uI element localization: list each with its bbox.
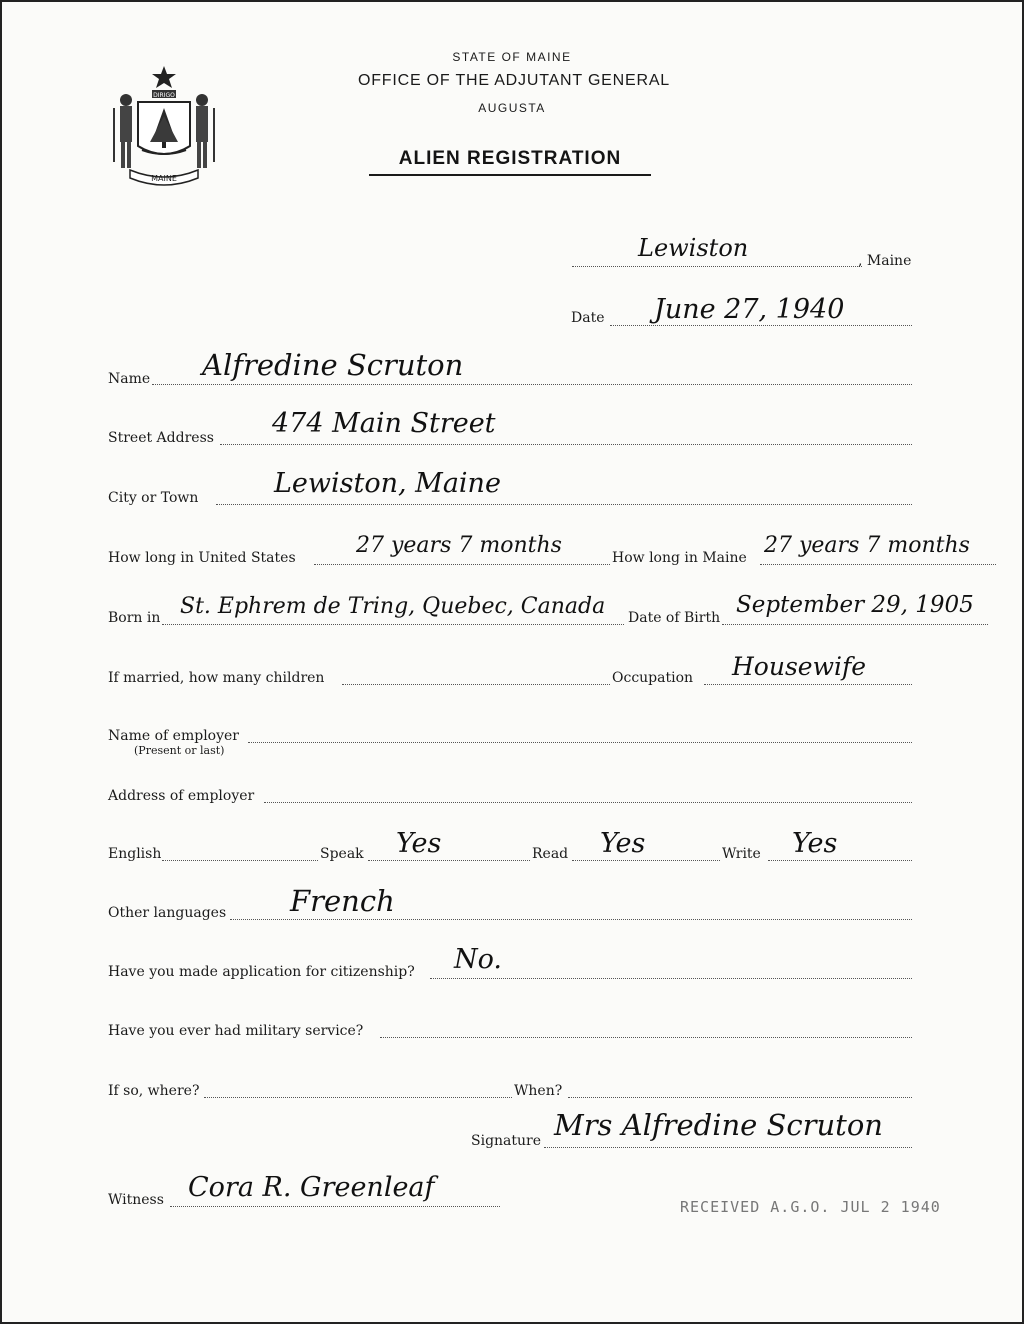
signature-label: Signature [471, 1133, 542, 1149]
witness-line [170, 1206, 500, 1207]
town-line [572, 266, 862, 267]
how-long-us-label: How long in United States [108, 550, 296, 566]
employer-sub-label: (Present or last) [134, 744, 225, 757]
employer-address-line [264, 802, 912, 803]
street-address-line [220, 444, 912, 445]
write-value: Yes [792, 828, 838, 859]
received-stamp: RECEIVED A.G.O. JUL 2 1940 [680, 1198, 941, 1216]
when-label: When? [514, 1083, 563, 1099]
town-value: Lewiston [638, 234, 749, 262]
signature-value: Mrs Alfredine Scruton [554, 1108, 883, 1142]
street-address-label: Street Address [108, 430, 214, 446]
speak-value: Yes [396, 828, 442, 859]
form-title: ALIEN REGISTRATION [369, 148, 651, 176]
date-value: June 27, 1940 [654, 294, 845, 325]
occupation-label: Occupation [612, 670, 694, 686]
date-of-birth-label: Date of Birth [628, 610, 721, 626]
how-long-us-line [314, 564, 610, 565]
city-town-line [216, 504, 912, 505]
name-value: Alfredine Scruton [202, 348, 464, 382]
svg-text:DIRIGO: DIRIGO [153, 92, 175, 99]
name-line [152, 384, 912, 385]
header-city: AUGUSTA [478, 101, 546, 115]
born-in-line [162, 624, 624, 625]
svg-text:MAINE: MAINE [151, 174, 177, 183]
city-town-value: Lewiston, Maine [274, 468, 501, 499]
other-languages-label: Other languages [108, 905, 227, 921]
military-label: Have you ever had military service? [108, 1023, 364, 1039]
other-languages-value: French [290, 884, 395, 918]
children-line [342, 684, 610, 685]
born-in-value: St. Ephrem de Tring, Quebec, Canada [180, 594, 606, 619]
citizenship-line [430, 978, 912, 979]
date-line [610, 325, 912, 326]
read-value: Yes [600, 828, 646, 859]
children-label: If married, how many children [108, 670, 325, 686]
street-address-value: 474 Main Street [272, 408, 496, 439]
read-label: Read [532, 846, 569, 862]
write-line [768, 860, 912, 861]
speak-label: Speak [320, 846, 364, 862]
date-of-birth-value: September 29, 1905 [736, 592, 974, 618]
employer-name-label: Name of employer [108, 728, 239, 744]
when-line [568, 1097, 912, 1098]
how-long-maine-label: How long in Maine [612, 550, 747, 566]
how-long-maine-line [760, 564, 996, 565]
employer-address-label: Address of employer [108, 788, 255, 804]
where-label: If so, where? [108, 1083, 200, 1099]
english-label: English [108, 846, 162, 862]
date-of-birth-line [722, 624, 988, 625]
born-in-label: Born in [108, 610, 161, 626]
how-long-us-value: 27 years 7 months [356, 533, 562, 558]
read-line [572, 860, 720, 861]
how-long-maine-value: 27 years 7 months [764, 533, 970, 558]
date-label: Date [571, 310, 605, 326]
write-label: Write [722, 846, 761, 862]
citizenship-value: No. [454, 944, 502, 975]
witness-label: Witness [108, 1192, 164, 1208]
english-line [162, 860, 318, 861]
military-line [380, 1037, 912, 1038]
name-label: Name [108, 371, 151, 387]
citizenship-label: Have you made application for citizenship? [108, 964, 415, 980]
other-languages-line [230, 919, 912, 920]
where-line [204, 1097, 512, 1098]
speak-line [368, 860, 530, 861]
maine-label: , Maine [858, 253, 912, 269]
occupation-line [704, 684, 912, 685]
header-state: STATE OF MAINE [452, 50, 572, 64]
witness-value: Cora R. Greenleaf [188, 1172, 435, 1203]
employer-name-line [248, 742, 912, 743]
city-town-label: City or Town [108, 490, 199, 506]
occupation-value: Housewife [732, 652, 867, 681]
signature-line [544, 1147, 912, 1148]
header-office: OFFICE OF THE ADJUTANT GENERAL [357, 72, 671, 89]
